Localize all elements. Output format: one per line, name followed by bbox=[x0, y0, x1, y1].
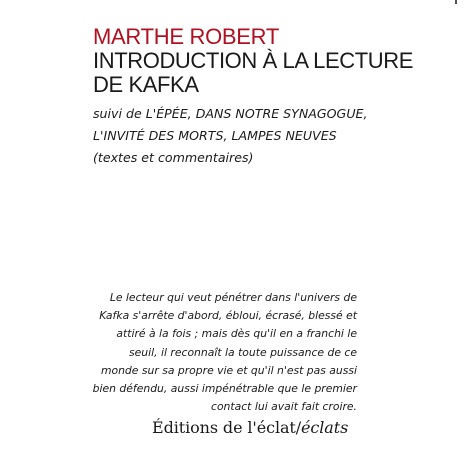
blurb-line: seuil, il reconnaît la toute puissance de ce bbox=[129, 345, 357, 359]
publisher-separator: / bbox=[295, 418, 302, 437]
blurb-line: contact lui avait fait croire. bbox=[211, 400, 357, 414]
book-title bbox=[93, 49, 413, 97]
corner-mark bbox=[455, 0, 457, 4]
blurb-line: Kafka s'arrête d'abord, ébloui, écrasé, blessé et bbox=[99, 309, 357, 323]
subtitle-line: (textes et commentaires) bbox=[93, 150, 254, 165]
title-line: INTRODUCTION À LA LECTURE bbox=[93, 48, 414, 73]
publisher-imprint bbox=[152, 418, 348, 438]
book-subtitle bbox=[93, 103, 368, 169]
blurb-line: monde sur sa propre vie et qu'il n'est pas aussi bbox=[100, 363, 357, 377]
blurb-paragraph bbox=[82, 289, 357, 416]
publisher-name: Éditions de l'éclat bbox=[152, 418, 296, 437]
author-name: MARTHE ROBERT bbox=[93, 24, 279, 49]
collection-name: éclats bbox=[301, 418, 349, 437]
blurb-line: attiré à la fois ; mais dès qu'il en a franchi le bbox=[116, 327, 357, 341]
subtitle-line: L'INVITÉ DES MORTS, LAMPES NEUVES bbox=[93, 128, 337, 143]
blurb-line: bien défendu, aussi impénétrable que le premier bbox=[92, 382, 357, 396]
subtitle-line: suivi de L'ÉPÉE, DANS NOTRE SYNAGOGUE, bbox=[93, 106, 368, 121]
blurb-line: Le lecteur qui veut pénétrer dans l'univers de bbox=[109, 291, 357, 304]
title-line: DE KAFKA bbox=[93, 72, 199, 97]
